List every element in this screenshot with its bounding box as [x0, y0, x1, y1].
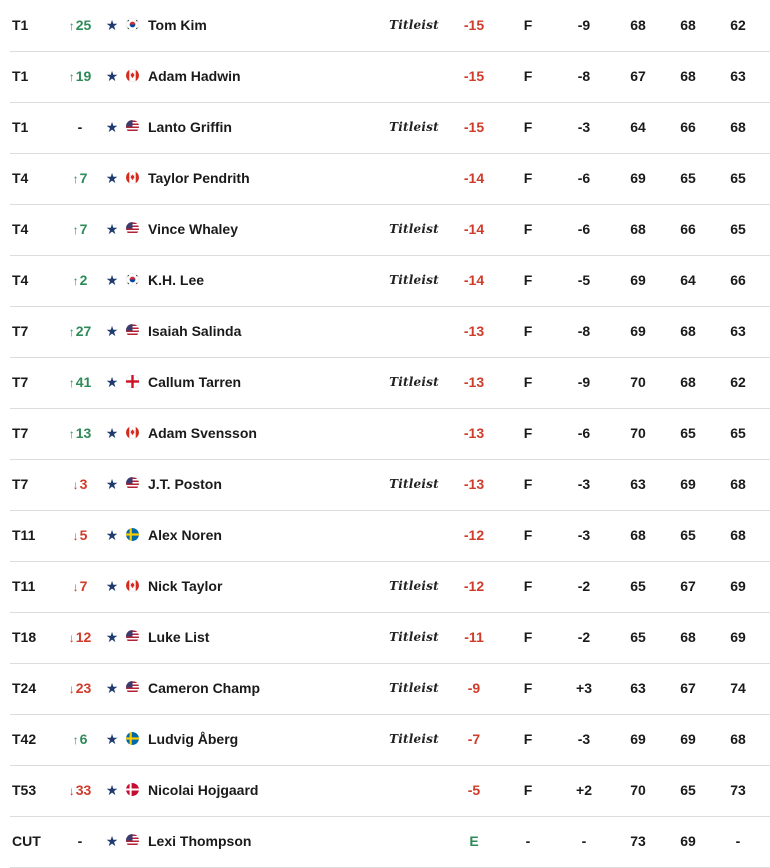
- position-movement: [56, 0, 104, 51]
- movement-value: 27: [75, 323, 92, 339]
- table-row[interactable]: [10, 357, 770, 409]
- total-score: -13: [463, 476, 485, 492]
- position: T18: [12, 629, 37, 645]
- arrow-up-icon: ↑: [68, 19, 75, 33]
- round-score-to-par: -9: [577, 17, 591, 33]
- total-score: E: [469, 833, 479, 849]
- thru: F: [523, 272, 533, 288]
- round-score-to-par: +3: [576, 680, 592, 696]
- round-score-to-par: -5: [577, 272, 591, 288]
- table-row[interactable]: [10, 816, 770, 868]
- round-score-r3: 69: [730, 629, 746, 645]
- round-score-r1: 70: [630, 782, 646, 798]
- round-score-r2: 69: [680, 731, 696, 747]
- thru: F: [523, 476, 533, 492]
- total-score: -7: [467, 731, 481, 747]
- round-score-r1: 73: [630, 833, 646, 849]
- round-score-r3: 65: [730, 170, 746, 186]
- round-score-r2: 67: [680, 578, 696, 594]
- round-score-r2: 68: [680, 68, 696, 84]
- table-row[interactable]: [10, 0, 770, 52]
- round-score-r3: 62: [730, 374, 746, 390]
- country-flag-icon: [125, 153, 141, 204]
- movement-value: 23: [75, 680, 92, 696]
- round-score-to-par: +2: [576, 782, 592, 798]
- round-score-r2: 68: [680, 323, 696, 339]
- round-score-r1: 69: [630, 323, 646, 339]
- round-score-r2: 68: [680, 374, 696, 390]
- star-icon[interactable]: ★: [105, 629, 119, 645]
- position: T1: [12, 119, 29, 135]
- star-icon[interactable]: ★: [105, 731, 119, 747]
- position-movement: [56, 306, 104, 357]
- star-icon[interactable]: ★: [105, 578, 119, 594]
- round-score-r3: 63: [730, 323, 746, 339]
- table-row[interactable]: [10, 663, 770, 715]
- arrow-up-icon: ↑: [68, 376, 75, 390]
- player-name[interactable]: Tom Kim: [148, 17, 207, 33]
- thru: F: [523, 374, 533, 390]
- position-movement: [56, 561, 104, 612]
- country-flag-icon: [125, 510, 141, 561]
- round-score-to-par: -6: [577, 425, 591, 441]
- titleist-logo: Titleist: [389, 273, 439, 287]
- round-score-r2: 65: [680, 527, 696, 543]
- star-icon[interactable]: ★: [105, 17, 119, 33]
- thru: F: [523, 221, 533, 237]
- country-flag-icon: [125, 561, 141, 612]
- star-icon[interactable]: ★: [105, 476, 119, 492]
- table-row[interactable]: [10, 765, 770, 817]
- round-score-r1: 67: [630, 68, 646, 84]
- country-flag-icon: [125, 306, 141, 357]
- country-flag-icon: [125, 51, 141, 102]
- table-row[interactable]: [10, 51, 770, 103]
- total-score: -15: [463, 17, 485, 33]
- star-icon[interactable]: ★: [105, 425, 119, 441]
- total-score: -11: [464, 629, 484, 645]
- total-score: -13: [463, 374, 485, 390]
- thru: F: [523, 731, 533, 747]
- movement-value: 7: [79, 170, 88, 186]
- total-score: -12: [463, 527, 485, 543]
- arrow-up-icon: ↑: [68, 325, 75, 339]
- position-movement: [56, 765, 104, 816]
- movement-value: 12: [75, 629, 92, 645]
- round-score-r3: 63: [730, 68, 746, 84]
- total-score: -13: [463, 425, 485, 441]
- round-score-r2: 64: [680, 272, 696, 288]
- arrow-down-icon: ↓: [72, 580, 79, 594]
- titleist-logo: Titleist: [389, 477, 439, 491]
- star-icon[interactable]: ★: [105, 272, 119, 288]
- round-score-r1: 70: [630, 374, 646, 390]
- round-score-r1: 69: [630, 272, 646, 288]
- round-score-r3: 74: [730, 680, 746, 696]
- arrow-up-icon: ↑: [72, 733, 79, 747]
- round-score-r3: 73: [730, 782, 746, 798]
- round-score-to-par: -3: [577, 119, 591, 135]
- position: T1: [12, 68, 29, 84]
- position-movement: [56, 714, 104, 765]
- movement-value: 41: [75, 374, 92, 390]
- position-movement: [56, 153, 104, 204]
- position-movement: [56, 357, 104, 408]
- star-icon[interactable]: ★: [105, 68, 119, 84]
- country-flag-icon: [125, 408, 141, 459]
- movement-value: 3: [79, 476, 88, 492]
- country-flag-icon: [125, 816, 141, 867]
- round-score-r3: 68: [730, 119, 746, 135]
- round-score-r3: 68: [730, 476, 746, 492]
- player-name[interactable]: Nick Taylor: [148, 578, 223, 594]
- thru: F: [523, 119, 533, 135]
- thru: -: [525, 833, 531, 849]
- arrow-up-icon: ↑: [72, 223, 79, 237]
- round-score-to-par: -8: [577, 323, 591, 339]
- country-flag-icon: [125, 255, 141, 306]
- total-score: -14: [463, 170, 485, 186]
- round-score-to-par: -6: [577, 221, 591, 237]
- table-row[interactable]: [10, 714, 770, 766]
- round-score-to-par: -8: [577, 68, 591, 84]
- table-row[interactable]: [10, 255, 770, 307]
- round-score-r2: 68: [680, 17, 696, 33]
- position: T24: [12, 680, 37, 696]
- round-score-r3: 69: [730, 578, 746, 594]
- country-flag-icon: [125, 102, 141, 153]
- round-score-r1: 70: [630, 425, 646, 441]
- arrow-down-icon: ↓: [68, 784, 75, 798]
- total-score: -12: [463, 578, 485, 594]
- position: T7: [12, 374, 29, 390]
- round-score-to-par: -: [581, 833, 587, 849]
- thru: F: [523, 629, 533, 645]
- position-movement: [56, 612, 104, 663]
- round-score-r1: 63: [630, 680, 646, 696]
- thru: F: [523, 527, 533, 543]
- arrow-up-icon: ↑: [72, 274, 79, 288]
- player-name[interactable]: Isaiah Salinda: [148, 323, 242, 339]
- player-name[interactable]: J.T. Poston: [148, 476, 222, 492]
- arrow-up-icon: ↑: [68, 427, 75, 441]
- country-flag-icon: [125, 0, 141, 51]
- round-score-r2: 69: [680, 476, 696, 492]
- star-icon[interactable]: ★: [105, 170, 119, 186]
- round-score-r2: 65: [680, 170, 696, 186]
- round-score-to-par: -3: [577, 731, 591, 747]
- table-row[interactable]: [10, 306, 770, 358]
- round-score-r3: 65: [730, 221, 746, 237]
- movement-value: 33: [75, 782, 92, 798]
- position-movement: [56, 255, 104, 306]
- titleist-logo: Titleist: [389, 375, 439, 389]
- round-score-r1: 69: [630, 731, 646, 747]
- thru: F: [523, 170, 533, 186]
- player-name[interactable]: Alex Noren: [148, 527, 222, 543]
- titleist-logo: Titleist: [389, 681, 439, 695]
- star-icon[interactable]: ★: [105, 782, 119, 798]
- round-score-r1: 68: [630, 527, 646, 543]
- round-score-r3: 68: [730, 731, 746, 747]
- player-name[interactable]: Taylor Pendrith: [148, 170, 250, 186]
- table-row[interactable]: [10, 459, 770, 511]
- position: T4: [12, 221, 29, 237]
- round-score-r1: 65: [630, 629, 646, 645]
- table-row[interactable]: [10, 102, 770, 154]
- position: T1: [12, 17, 29, 33]
- country-flag-icon: [125, 204, 141, 255]
- player-name[interactable]: Cameron Champ: [148, 680, 261, 696]
- position: T42: [12, 731, 37, 747]
- titleist-logo: Titleist: [389, 732, 439, 746]
- player-name[interactable]: Lexi Thompson: [148, 833, 252, 849]
- movement-value: 7: [79, 578, 88, 594]
- position: T7: [12, 476, 29, 492]
- round-score-r2: 66: [680, 119, 696, 135]
- thru: F: [523, 782, 533, 798]
- player-name[interactable]: K.H. Lee: [148, 272, 205, 288]
- round-score-r3: 62: [730, 17, 746, 33]
- table-row[interactable]: [10, 204, 770, 256]
- round-score-r3: 65: [730, 425, 746, 441]
- position: T7: [12, 425, 29, 441]
- arrow-up-icon: ↑: [68, 70, 75, 84]
- arrow-down-icon: ↓: [68, 631, 75, 645]
- round-score-r2: 65: [680, 782, 696, 798]
- titleist-logo: Titleist: [389, 222, 439, 236]
- country-flag-icon: [125, 357, 141, 408]
- country-flag-icon: [125, 459, 141, 510]
- table-row[interactable]: [10, 408, 770, 460]
- table-row[interactable]: [10, 153, 770, 205]
- movement-value: 5: [79, 527, 88, 543]
- round-score-r3: -: [735, 833, 741, 849]
- total-score: -13: [463, 323, 485, 339]
- total-score: -9: [467, 680, 481, 696]
- titleist-logo: Titleist: [389, 120, 439, 134]
- player-name[interactable]: Adam Svensson: [148, 425, 257, 441]
- star-icon[interactable]: ★: [105, 374, 119, 390]
- movement-value: 7: [79, 221, 88, 237]
- star-icon[interactable]: ★: [105, 119, 119, 135]
- titleist-logo: Titleist: [389, 579, 439, 593]
- thru: F: [523, 68, 533, 84]
- thru: F: [523, 17, 533, 33]
- country-flag-icon: [125, 765, 141, 816]
- position: T4: [12, 272, 29, 288]
- round-score-r2: 68: [680, 629, 696, 645]
- player-name[interactable]: Nicolai Hojgaard: [148, 782, 259, 798]
- movement-value: -: [77, 833, 83, 849]
- titleist-logo: Titleist: [389, 630, 439, 644]
- arrow-down-icon: ↓: [68, 682, 75, 696]
- total-score: -15: [463, 68, 485, 84]
- arrow-down-icon: ↓: [72, 529, 79, 543]
- round-score-to-par: -2: [577, 578, 591, 594]
- movement-value: 25: [75, 17, 92, 33]
- thru: F: [523, 425, 533, 441]
- thru: F: [523, 680, 533, 696]
- round-score-r1: 63: [630, 476, 646, 492]
- total-score: -14: [463, 272, 485, 288]
- player-name[interactable]: Ludvig Åberg: [148, 731, 239, 747]
- position-movement: [56, 459, 104, 510]
- star-icon[interactable]: ★: [105, 833, 119, 849]
- country-flag-icon: [125, 612, 141, 663]
- round-score-to-par: -6: [577, 170, 591, 186]
- position-movement: [56, 510, 104, 561]
- thru: F: [523, 323, 533, 339]
- movement-value: 19: [75, 68, 92, 84]
- arrow-up-icon: ↑: [72, 172, 79, 186]
- position-movement: [56, 663, 104, 714]
- round-score-r3: 66: [730, 272, 746, 288]
- position-movement: [56, 51, 104, 102]
- position: CUT: [12, 833, 41, 849]
- star-icon[interactable]: ★: [105, 221, 119, 237]
- table-row[interactable]: [10, 612, 770, 664]
- titleist-logo: Titleist: [389, 18, 439, 32]
- player-name[interactable]: Callum Tarren: [148, 374, 242, 390]
- round-score-to-par: -9: [577, 374, 591, 390]
- total-score: -14: [463, 221, 485, 237]
- round-score-r2: 67: [680, 680, 696, 696]
- movement-value: 2: [79, 272, 88, 288]
- player-name[interactable]: Lanto Griffin: [148, 119, 232, 135]
- round-score-to-par: -3: [577, 527, 591, 543]
- position-movement: [56, 816, 104, 867]
- table-row[interactable]: [10, 561, 770, 613]
- round-score-r1: 65: [630, 578, 646, 594]
- total-score: -15: [463, 119, 485, 135]
- position: T53: [12, 782, 37, 798]
- position: T11: [12, 578, 36, 594]
- round-score-to-par: -3: [577, 476, 591, 492]
- round-score-r1: 68: [630, 221, 646, 237]
- player-name[interactable]: Vince Whaley: [148, 221, 239, 237]
- round-score-to-par: -2: [577, 629, 591, 645]
- star-icon[interactable]: ★: [105, 527, 119, 543]
- round-score-r1: 69: [630, 170, 646, 186]
- round-score-r1: 68: [630, 17, 646, 33]
- player-name[interactable]: Adam Hadwin: [148, 68, 241, 84]
- round-score-r2: 65: [680, 425, 696, 441]
- position-movement: [56, 408, 104, 459]
- player-name[interactable]: Luke List: [148, 629, 210, 645]
- thru: F: [523, 578, 533, 594]
- position: T7: [12, 323, 29, 339]
- position: T11: [12, 527, 36, 543]
- movement-value: -: [77, 119, 83, 135]
- star-icon[interactable]: ★: [105, 680, 119, 696]
- round-score-r2: 66: [680, 221, 696, 237]
- country-flag-icon: [125, 663, 141, 714]
- round-score-r3: 68: [730, 527, 746, 543]
- movement-value: 13: [75, 425, 92, 441]
- star-icon[interactable]: ★: [105, 323, 119, 339]
- country-flag-icon: [125, 714, 141, 765]
- round-score-r1: 64: [630, 119, 646, 135]
- total-score: -5: [467, 782, 481, 798]
- movement-value: 6: [79, 731, 88, 747]
- round-score-r2: 69: [680, 833, 696, 849]
- arrow-down-icon: ↓: [72, 478, 79, 492]
- position-movement: [56, 102, 104, 153]
- position: T4: [12, 170, 29, 186]
- position-movement: [56, 204, 104, 255]
- table-row[interactable]: [10, 510, 770, 562]
